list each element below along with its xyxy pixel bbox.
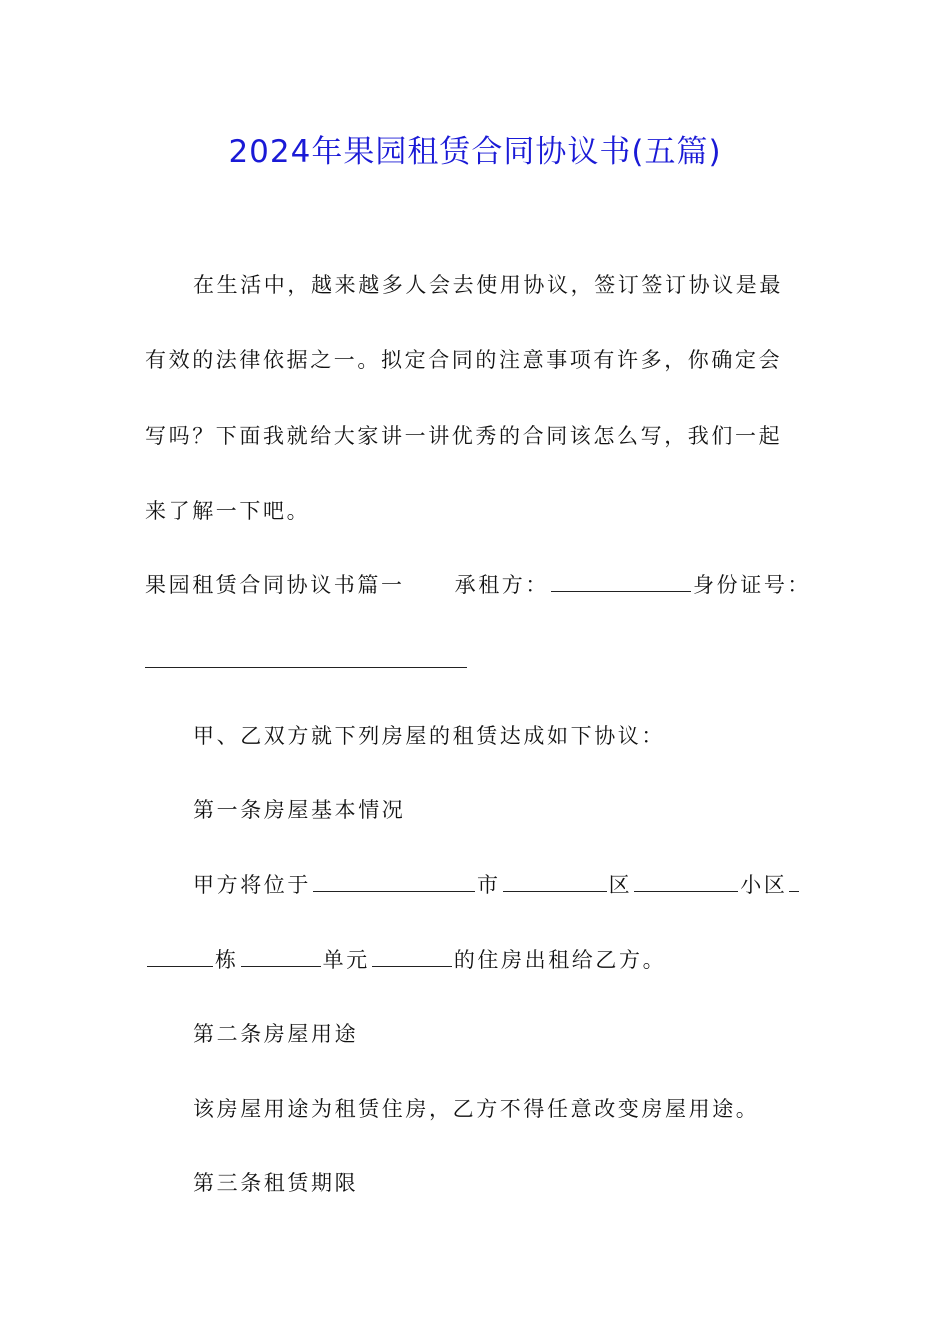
document-title: 2024年果园租赁合同协议书(五篇)	[228, 134, 722, 170]
unit-label: 单元	[322, 948, 370, 972]
intro-line-3: 写吗？下面我就给大家讲一讲优秀的合同该怎么写，我们一起	[145, 424, 783, 448]
section1-header-line	[145, 570, 815, 600]
city-label: 市	[477, 873, 501, 897]
city-blank	[503, 871, 607, 892]
district-label: 区	[608, 873, 633, 897]
article2-text: 该房屋用途为租赁住房，乙方不得任意改变房屋用途。	[193, 1097, 760, 1121]
lessee-blank	[551, 571, 691, 592]
district-blank	[634, 871, 738, 892]
lessee-label: 承租方：	[454, 573, 550, 597]
intro-line-1: 在生活中，越来越多人会去使用协议，签订签订协议是最	[193, 273, 783, 297]
intro-line-2: 有效的法律依据之一。拟定合同的注意事项有许多，你确定会	[145, 348, 783, 372]
location-blank	[313, 871, 475, 892]
id-number-blank	[145, 667, 467, 668]
article1-heading: 第一条房屋基本情况	[193, 798, 406, 822]
address-line-1	[193, 870, 863, 900]
building-label: 栋	[215, 948, 239, 972]
community-blank	[147, 946, 213, 967]
address-line-2	[145, 945, 815, 975]
community-blank-start	[789, 871, 799, 892]
unit-blank	[372, 946, 452, 967]
article3-heading: 第三条租赁期限	[193, 1171, 359, 1195]
address-suffix: 的住房出租给乙方。	[453, 948, 667, 972]
article2-heading: 第二条房屋用途	[193, 1022, 359, 1046]
intro-line-4: 来了解一下吧。	[145, 499, 311, 523]
section1-heading: 果园租赁合同协议书篇一	[145, 573, 405, 597]
id-number-label: 身份证号：	[693, 573, 812, 597]
building-blank	[241, 946, 321, 967]
address-prefix: 甲方将位于	[193, 873, 311, 897]
community-label: 小区	[740, 873, 788, 897]
agreement-line: 甲、乙双方就下列房屋的租赁达成如下协议：	[193, 724, 665, 748]
